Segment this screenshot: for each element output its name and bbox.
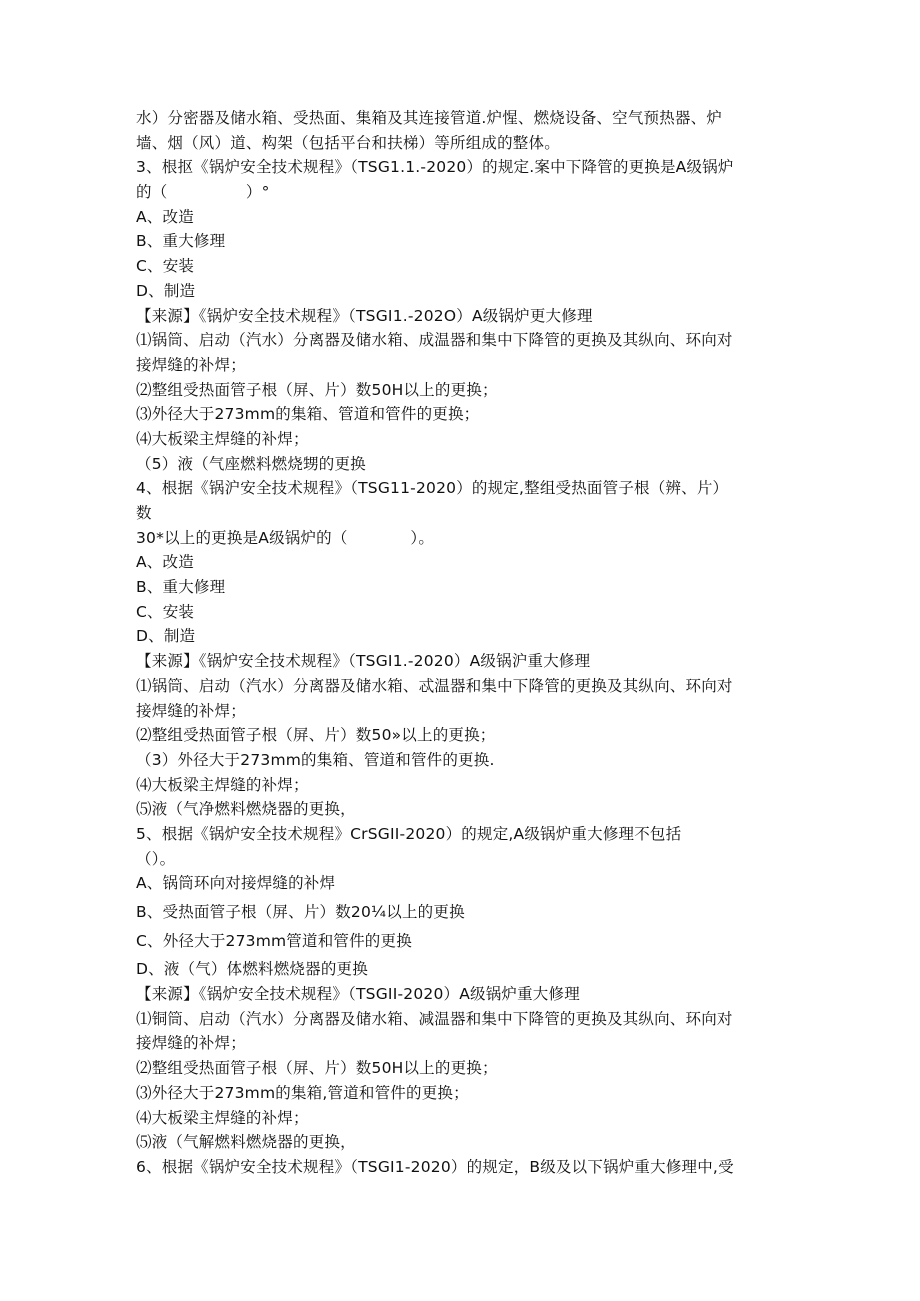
option-b: B、受热面管子根（屏、片）数20¼以上的更换 xyxy=(136,903,465,921)
question-5-blank: （）。 xyxy=(136,849,176,868)
text-line: ⑶外径大于273mm的集箱、管道和管件的更换； xyxy=(136,405,480,424)
text-line: ⑴锅筒、启动（汽水）分离器及储水箱、成温器和集中下降管的更换及其纵向、环向对 xyxy=(136,331,733,350)
question-3-stem: 3、根抠《锅炉安全技术规程》（TSG1.1.-2020）的规定.案中下降管的更换是A级锅炉 xyxy=(136,158,734,177)
option-a: A、锅筒环向对接焊缝的补焊 xyxy=(136,874,336,893)
text-line: （3）外径大于273mm的集箱、管道和管件的更换. xyxy=(136,750,495,769)
text-line: ⑴锅筒、启动（汽水）分离器及储水箱、忒温器和集中下降管的更换及其纵向、环向对 xyxy=(136,676,733,695)
option-d: D、制造 xyxy=(136,281,196,300)
text-line: ⑷大板梁主焊缝的补焊； xyxy=(136,1108,309,1127)
option-c: C、安装 xyxy=(136,257,195,276)
option-d: D、液（气）体燃料燃烧器的更换 xyxy=(136,960,368,979)
text-line: 接焊缝的补焊； xyxy=(136,355,246,374)
text-line: 接焊缝的补焊； xyxy=(136,701,246,720)
source-line: 【来源】《锅炉安全技术规程》（TSGII-2020）A级锅炉重大修理 xyxy=(136,985,580,1004)
text-line: ⑸液（气解燃料燃烧器的更换， xyxy=(136,1133,356,1152)
source-line: 【来源】《锅炉安全技术规程》（TSGI1.-2020）A级锅沪重大修理 xyxy=(136,652,591,671)
source-line: 【来源】《锅炉安全技术规程》（TSGI1.-202O）A级锅炉更大修理 xyxy=(136,306,593,325)
text-line: 水）分密器及储水箱、受热面、集箱及其连接管道.炉惺、燃烧设备、空气预热器、炉 xyxy=(136,109,723,127)
text-line: 数 xyxy=(136,504,152,522)
option-a: A、改造 xyxy=(136,207,194,226)
question-4-stem: 4、根据《锅沪安全技术规程》（TSG11-2020）的规定,整组受热面管子根（辨、片） xyxy=(136,479,729,498)
text-line: ⑴铜筒、启动（汽水）分离器及储水箱、减温器和集中下降管的更换及其纵向、环向对 xyxy=(136,1009,733,1028)
text-line: ⑶外径大于273mm的集箱,管道和管件的更换； xyxy=(136,1083,469,1102)
text-line: ⑵整组受热面管子根（屏、片）数50H以上的更换； xyxy=(136,1059,498,1078)
question-4-blank: 30*以上的更换是A级锅炉的（ ）。 xyxy=(136,528,435,547)
question-6-stem: 6、根据《锅炉安全技术规程》（TSGI1-2020）的规定，B级及以下锅炉重大修理中,受 xyxy=(136,1157,734,1176)
option-a: A、改造 xyxy=(136,553,194,572)
text-line: ⑸液（气净燃料燃烧器的更换， xyxy=(136,800,356,819)
option-b: B、重大修理 xyxy=(136,578,226,597)
document-body xyxy=(136,106,786,1180)
text-line: ⑵整组受热面管子根（屏、片）数50»以上的更换； xyxy=(136,726,496,745)
text-line: （5）液（气座燃料燃烧甥的更换 xyxy=(136,454,366,473)
option-c: C、安装 xyxy=(136,602,195,621)
option-c: C、外径大于273mm管道和管件的更换 xyxy=(136,931,412,950)
text-line: ⑵整组受热面管子根（屏、片）数50H以上的更换； xyxy=(136,380,498,399)
option-d: D、制造 xyxy=(136,627,196,646)
text-line: ⑷大板梁主焊缝的补焊； xyxy=(136,775,309,794)
text-line: 接焊缝的补焊； xyxy=(136,1034,246,1053)
text-line: ⑷大板梁主焊缝的补焊； xyxy=(136,429,309,448)
text-line: 墙、烟（风）道、构架（包括平台和扶梯）等所组成的整体。 xyxy=(136,133,560,152)
question-5-stem: 5、根据《锅炉安全技术规程》CrSGII-2020）的规定,A级锅炉重大修理不包括 xyxy=(136,824,682,843)
option-b: B、重大修理 xyxy=(136,232,226,251)
question-3-blank: 的（ ）° xyxy=(136,183,270,202)
